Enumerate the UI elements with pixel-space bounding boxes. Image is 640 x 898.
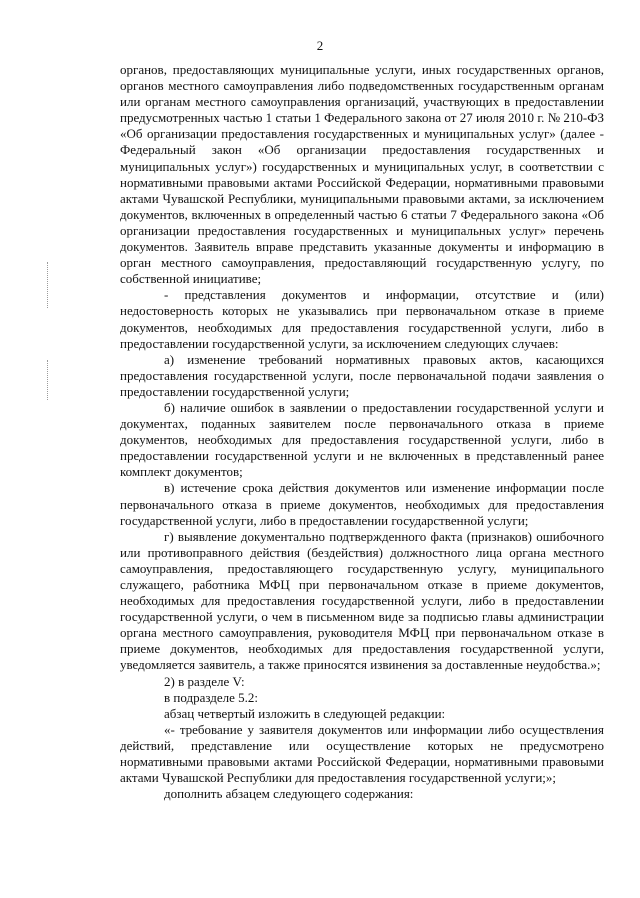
paragraph-list-item: - представления документов и информации, отсутствие и (или) недостоверность которых не указывались при первоначальном отказе в приеме документов, необходимых для предоставления государственной услуги, либо в предоставлении государственной услуги, за исключением следующих случаев: (120, 287, 604, 351)
paragraph-case-g: г) выявление документально подтвержденного факта (признаков) ошибочного или противоправного действия (бездействия) должностного лица органа местного самоуправления, предоставляющего государственную услугу, муниципального служащего, работника МФЦ при первоначальном отказе в приеме документов, необходимых для предоставления государственной услуги, либо в предоставлении государственной услуги, о чем в письменном виде за подписью главы администрации органа местного самоуправления, руководителя МФЦ при первоначальном отказе в приеме документов, необходимых для предоставления государственной услуги, уведомляется заявитель, а также приносятся извинения за доставленные неудобства.»; (120, 528, 604, 673)
paragraph-case-v: в) истечение срока действия документов или изменение информации после первоначального отказа в приеме документов, необходимых для предоставления государственной услуги, либо в предоставлении государственной услуги; (120, 480, 604, 528)
paragraph-continuation: органов, предоставляющих муниципальные услуги, иных государственных органов, органов местного самоуправления либо подведомственных государственным органам или органам местного самоуправления организаций, участвующих в предоставлении предусмотренных частью 1 статьи 1 Федерального закона от 27 июля 2010 г. № 210-ФЗ «Об организации предоставления государственных и муниципальных услуг» (далее - Федеральный закон «Об организации предоставления государственных и муниципальных услуг») государственных и муниципальных услуг, в соответствии с нормативными правовыми актами Российской Федерации, нормативными правовыми актами Чувашской Республики, муниципальными правовыми актами, за исключением документов, включенных в определенный частью 6 статьи 7 Федерального закона «Об организации предоставления государственных и муниципальных услуг» перечень документов. Заявитель вправе представить указанные документы и информацию в орган местного самоуправления, предоставляющий государственную услугу, по собственной инициативе; (120, 62, 604, 287)
paragraph-subsection: в подразделе 5.2: (164, 689, 259, 705)
paragraph-case-a: а) изменение требований нормативных правовых актов, касающихся предоставления государственной услуги, после первоначальной подачи заявления о предоставлении государственной услуги; (120, 351, 604, 399)
paragraph-addition: дополнить абзацем следующего содержания: (164, 786, 414, 802)
margin-scan-mark (47, 360, 49, 400)
paragraph-section-v: 2) в разделе V: (164, 673, 245, 689)
document-body (120, 62, 604, 802)
margin-scan-mark (47, 262, 49, 308)
paragraph-instruction: абзац четвертый изложить в следующей редакции: (164, 705, 446, 721)
page-number: 2 (316, 38, 324, 53)
paragraph-case-b: б) наличие ошибок в заявлении о предоставлении государственной услуги и документах, поданных заявителем после первоначального отказа в приеме документов, необходимых для предоставления государственной услуги, либо в предоставлении государственной услуги и не включенных в представленный ранее комплект документов; (120, 399, 604, 480)
paragraph-quoted-text: «- требование у заявителя документов или информации либо осуществления действий, представление или осуществление которых не предусмотрено нормативными правовыми актами Российской Федерации, нормативными правовыми актами Чувашской Республики для предоставления государственной услуги;»; (120, 721, 604, 786)
